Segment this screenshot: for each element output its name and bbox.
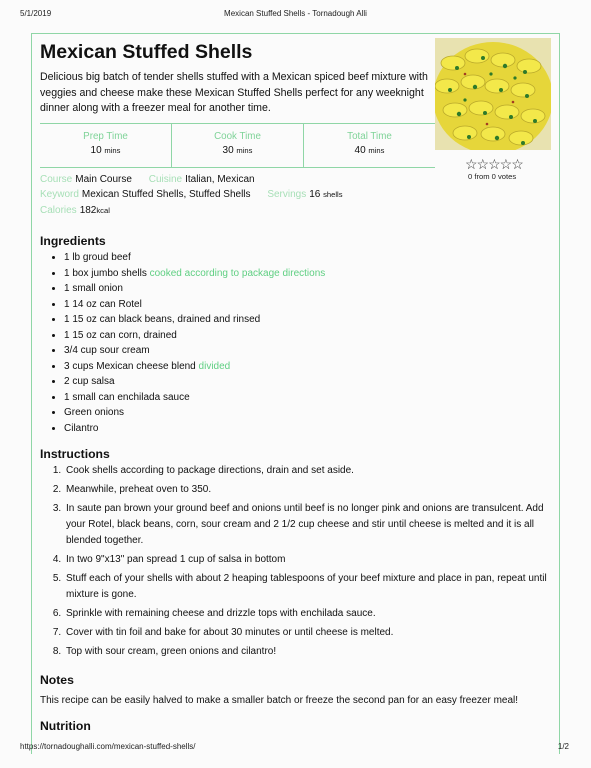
ingredient-item: • Cilantro — [64, 421, 325, 437]
ingredient-note: divided — [198, 360, 231, 372]
total-time-value: 40 mins — [354, 145, 385, 156]
ingredient-item: • 1 15 oz can black beans, drained and rinsed — [64, 312, 325, 328]
ingredients-heading: Ingredients — [40, 234, 106, 248]
calories-label: Calories — [40, 205, 77, 216]
cook-time-value: 30 mins — [222, 145, 253, 156]
calories-unit: kcal — [96, 206, 110, 215]
ingredient-note: cooked according to package directions — [149, 267, 326, 279]
cook-time-label: Cook Time — [214, 131, 261, 142]
print-url: https://tornadoughalli.com/mexican-stuffed-shells/ — [20, 742, 196, 751]
instruction-step: 8. Top with sour cream, green onions and cilantro! — [64, 644, 564, 660]
recipe-times — [40, 123, 435, 168]
course-value: Main Course — [75, 174, 132, 185]
ingredients-list — [48, 250, 325, 436]
recipe-card — [31, 33, 560, 754]
ingredient-item: • 3/4 cup sour cream — [64, 343, 325, 359]
ingredient-item: • 1 small onion — [64, 281, 325, 297]
recipe-title: Mexican Stuffed Shells — [40, 41, 253, 63]
instruction-step: 4. In two 9"x13" pan spread 1 cup of salsa in bottom — [64, 552, 564, 568]
servings-label: Servings — [267, 189, 307, 200]
ingredient-item: • Green onions — [64, 405, 325, 421]
print-page-title: Mexican Stuffed Shells - Tornadough Alli — [224, 9, 367, 18]
instruction-step: 5. Stuff each of your shells with about 2 heaping tablespoons of your beef mixture and place in pan, repeat until mixture is gone. — [64, 571, 564, 603]
keyword-servings-row — [40, 189, 343, 200]
total-time-label: Total Time — [347, 131, 392, 142]
cuisine-value: Italian, Mexican — [185, 174, 255, 185]
cook-time — [171, 124, 303, 167]
calories-value: 182 — [79, 205, 97, 216]
instructions-heading: Instructions — [40, 447, 110, 461]
stuffed-shells-image — [435, 38, 551, 150]
ingredient-item: • 1 15 oz can corn, drained — [64, 328, 325, 344]
course-cuisine-row — [40, 174, 255, 185]
ingredient-item: • 1 lb groud beef — [64, 250, 325, 266]
print-date: 5/1/2019 — [20, 9, 52, 18]
keyword-label: Keyword — [40, 189, 79, 200]
prep-time-value: 10 mins — [90, 145, 121, 156]
ingredient-item: • 1 box jumbo shells cooked according to package directions — [64, 266, 325, 282]
recipe-summary: Delicious big batch of tender shells stuffed with a Mexican spiced beef mixture with veggies and cheese make these Mexican Stuffed Shells perfect for any weeknight dinner along with a freezer meal for another time. — [40, 71, 428, 114]
servings-value: 16 — [309, 189, 321, 200]
instruction-step: 7. Cover with tin foil and bake for about 30 minutes or until cheese is melted. — [64, 625, 564, 641]
instruction-step: 6. Sprinkle with remaining cheese and drizzle tops with enchilada sauce. — [64, 606, 564, 622]
total-time — [303, 124, 435, 167]
prep-time — [40, 124, 171, 167]
keyword-value: Mexican Stuffed Shells, Stuffed Shells — [81, 189, 251, 200]
course-label: Course — [40, 174, 73, 185]
cuisine-label: Cuisine — [148, 174, 183, 185]
ingredient-item: • 1 small can enchilada sauce — [64, 390, 325, 406]
instruction-step: 1. Cook shells according to package directions, drain and set aside. — [64, 463, 564, 479]
rating-stars-icon[interactable]: ☆☆☆☆☆ — [465, 156, 523, 172]
ingredient-item: • 1 14 oz can Rotel — [64, 297, 325, 313]
servings-unit: shells — [323, 190, 343, 199]
nutrition-heading: Nutrition — [40, 719, 91, 733]
recipe-photo — [435, 38, 551, 150]
rating-votes: 0 from 0 votes — [468, 172, 517, 181]
ingredient-item: • 2 cup salsa — [64, 374, 325, 390]
instruction-step: 2. Meanwhile, preheat oven to 350. — [64, 482, 564, 498]
notes-heading: Notes — [40, 673, 74, 687]
prep-time-label: Prep Time — [83, 131, 128, 142]
ingredient-item: • 3 cups Mexican cheese blend divided — [64, 359, 325, 375]
instruction-step: 3. In saute pan brown your ground beef and onions until beef is no longer pink and onions are transulcent. Add your Rotel, black beans, corn, sour cream and 2 1/2 cup cheese and stir until cheese is melted and it is all blended together. — [64, 501, 564, 549]
page-number: 1/2 — [557, 742, 569, 751]
instructions-list — [48, 463, 564, 663]
notes-text: This recipe can be easily halved to make a smaller batch or freeze the second pan for an easy freezer meal! — [40, 695, 519, 706]
calories-row — [40, 205, 110, 216]
